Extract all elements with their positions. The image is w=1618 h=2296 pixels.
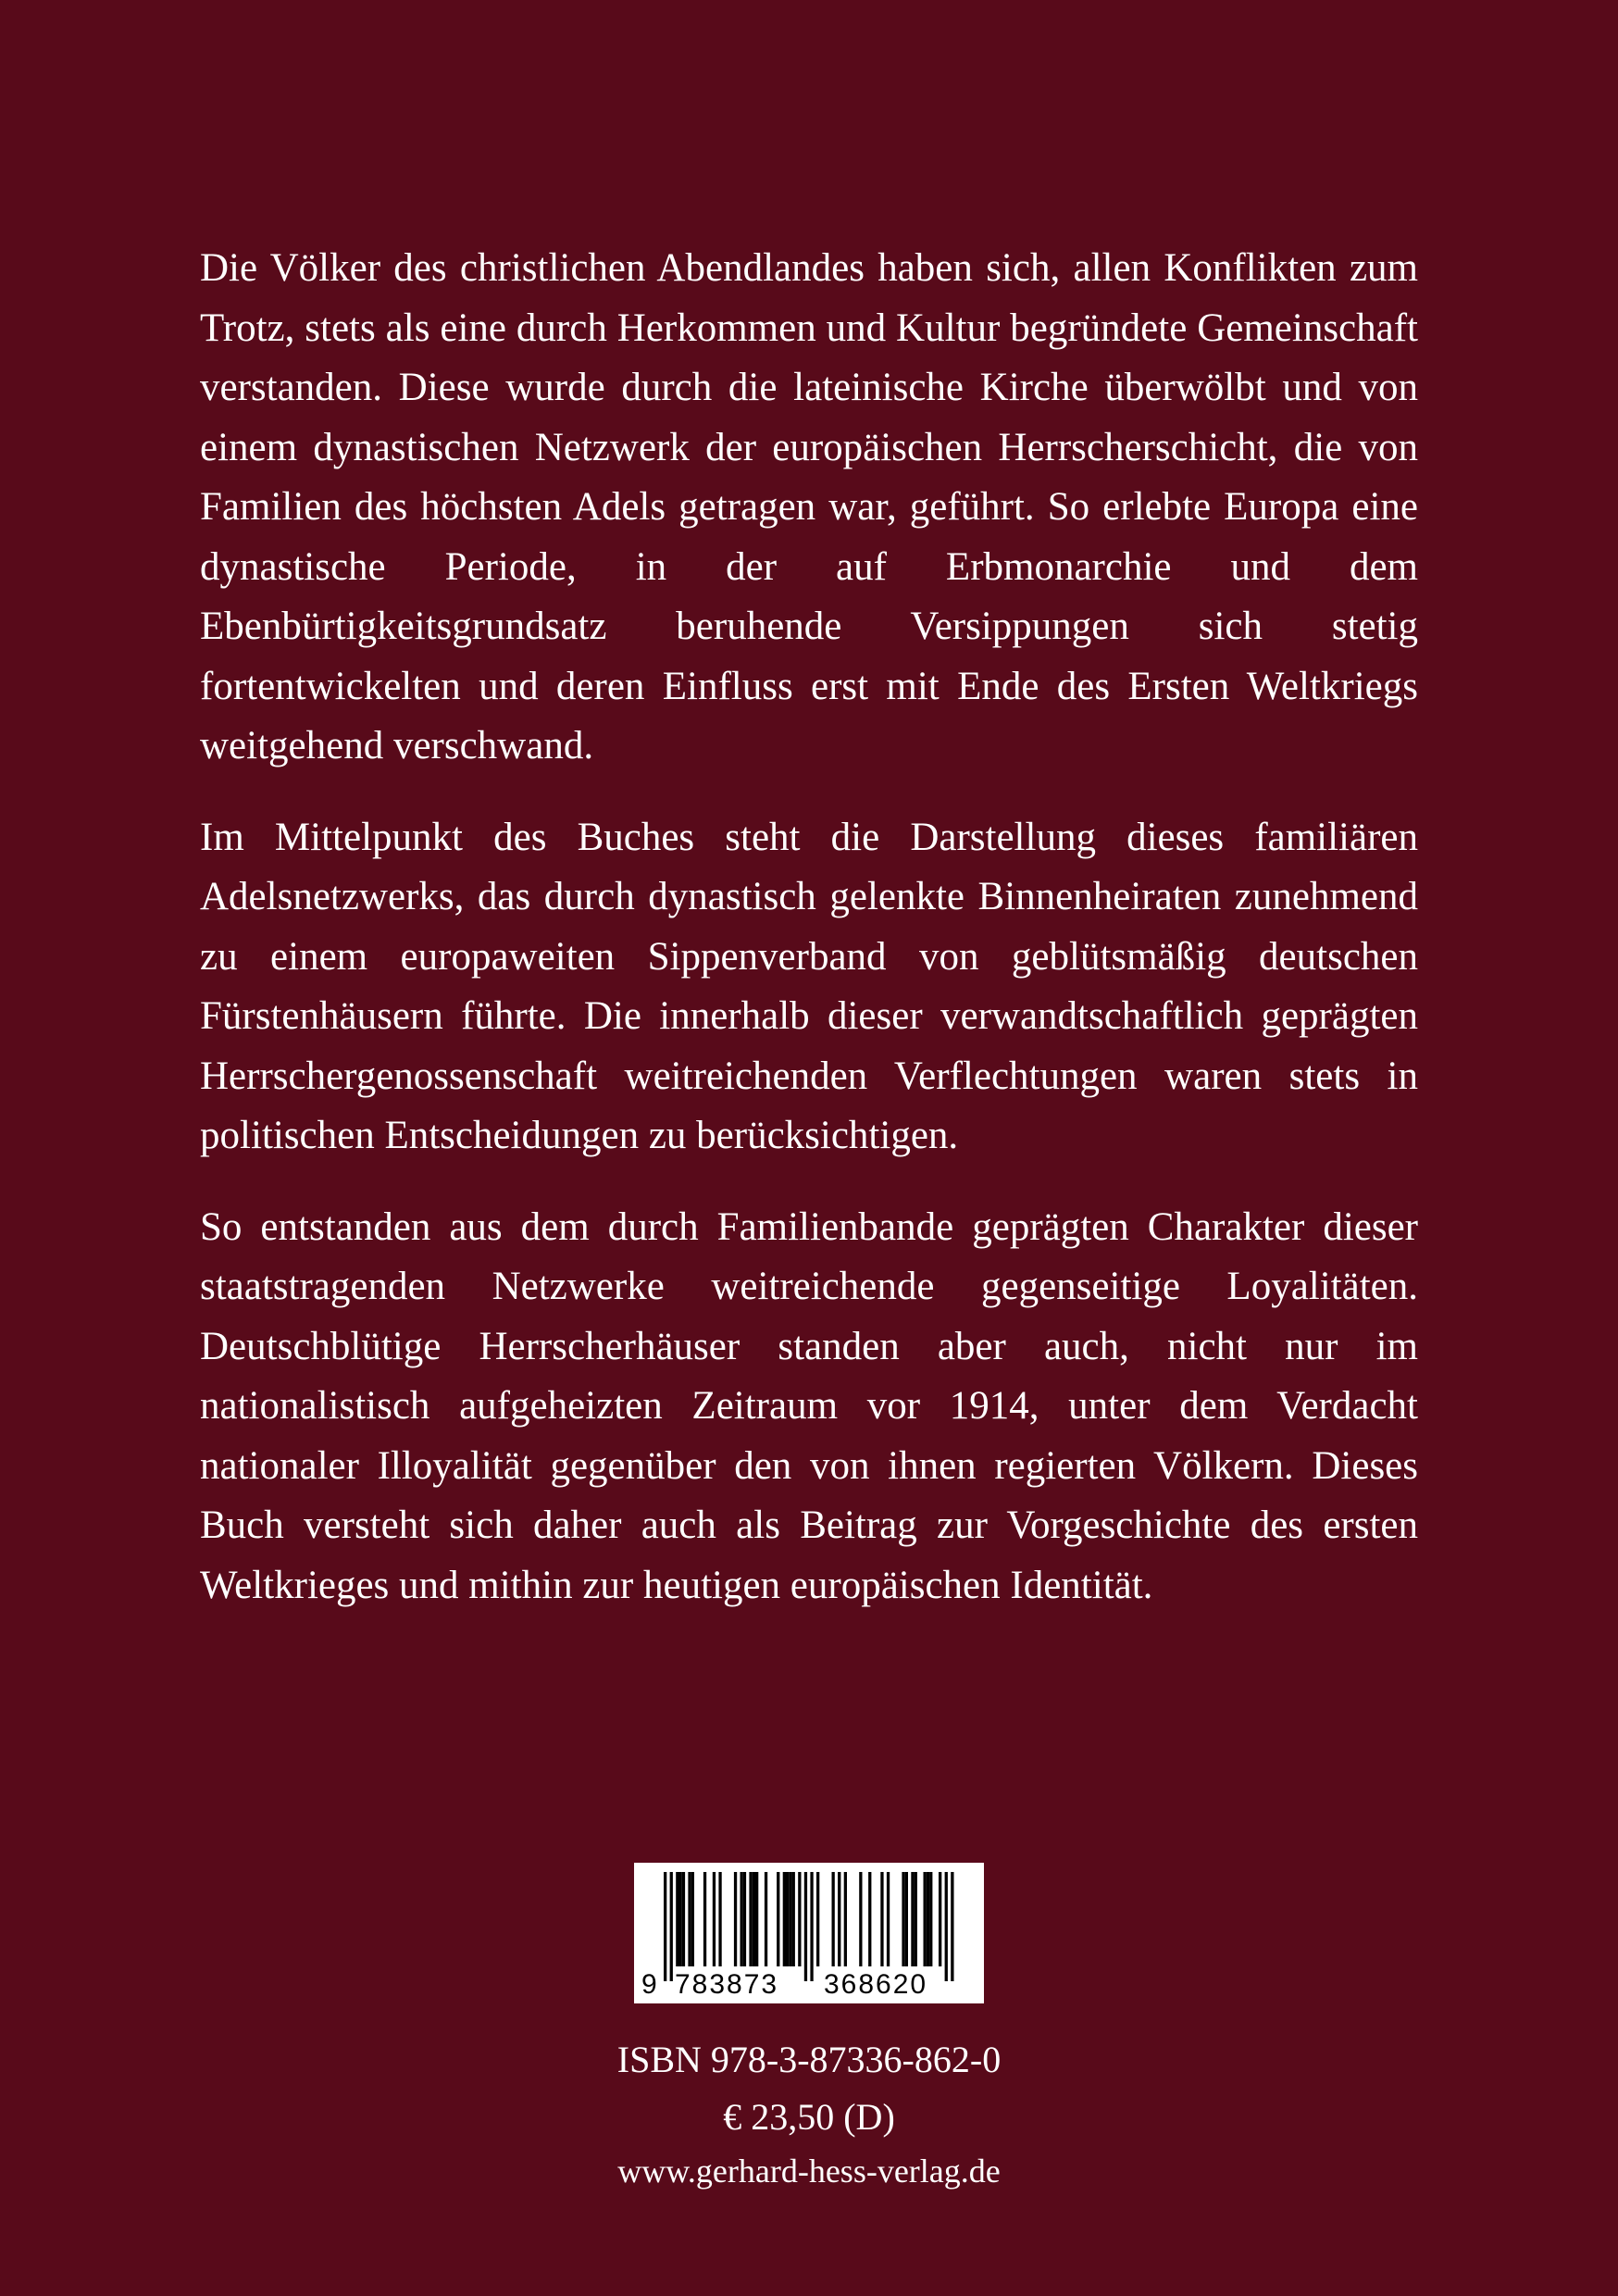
barcode-bar: [755, 1872, 758, 1966]
barcode-bar: [911, 1872, 914, 1966]
blurb-paragraph-3: So entstanden aus dem durch Familienbande geprägten Charakter dieser staatstragenden Netzwerke weitreichende gegenseitige Loyalitäten. Deutschblütige Herrscherhäuser standen aber auch, nicht nur im nationalistisch aufgeheizten Zeitraum vor 1914, unter dem Verdacht nationaler Illoyalität gegenüber den von ihnen regierten Völkern. Dieses Buch versteht sich daher auch als Beitrag zur Vorgeschichte des ersten Weltkrieges und mithin zur heutigen europäischen Identität.: [200, 1204, 1418, 1607]
barcode-bar: [939, 1872, 941, 1966]
barcode-bar: [832, 1872, 835, 1966]
barcode-bar: [676, 1872, 678, 1966]
barcode-bar: [792, 1872, 795, 1966]
publisher-website: www.gerhard-hess-verlag.de: [617, 2152, 1001, 2190]
barcode-digits-right: 368620: [824, 1969, 928, 2000]
barcode-bar: [844, 1872, 847, 1966]
barcode-bar: [713, 1872, 716, 1966]
barcode-bar: [816, 1872, 819, 1966]
barcode-bar: [682, 1872, 685, 1966]
barcode-guard-bar: [810, 1872, 813, 1981]
barcode-bar: [741, 1872, 743, 1966]
barcode-guard-bar: [951, 1872, 953, 1981]
barcode-bar: [868, 1872, 871, 1966]
barcode-bar: [777, 1872, 779, 1966]
barcode-bar: [927, 1872, 929, 1966]
barcode-bar: [798, 1872, 801, 1966]
barcode-bar: [679, 1872, 682, 1966]
barcode-bar: [789, 1872, 791, 1966]
barcode-bar: [838, 1872, 840, 1966]
barcode-bar: [924, 1872, 927, 1966]
isbn-barcode: [634, 1863, 984, 2003]
barcode-guard-bar: [804, 1872, 807, 1981]
barcode-bar: [929, 1872, 932, 1966]
barcode-bar: [718, 1872, 721, 1966]
barcode-bar: [887, 1872, 890, 1966]
barcode-bar: [753, 1872, 755, 1966]
barcode-bar: [902, 1872, 904, 1966]
barcode-bar: [743, 1872, 746, 1966]
blurb-paragraph-2: Im Mittelpunkt des Buches steht die Darstellung dieses familiären Adelsnetzwerks, das durch dynastisch gelenkte Binnenheiraten zunehmend zu einem europaweiten Sippenverband von geblütsmäßig deutschen Fürstenhäusern führte. Die innerhalb dieser verwandtschaftlich geprägten Herrschergenossenschaft weitreichenden Verflechtungen waren stets in politischen Entscheidungen zu berücksichtigen.: [200, 815, 1418, 1157]
barcode-guard-bar: [664, 1872, 666, 1981]
blurb-paragraph-1: Die Völker des christlichen Abendlandes haben sich, allen Konflikten zum Trotz, stets als eine durch Herkommen und Kultur begründete Gemeinschaft verstanden. Diese wurde durch die lateinische Kirche überwölbt und von einem dynastischen Netzwerk der europäischen Herrscherschicht, die von Familien des höchsten Adels getragen war, geführt. So erlebte Europa eine dynastische Periode, in der auf Erbmonarchie und dem Ebenbürtigkeitsgrundsatz beruhende Versippungen sich stetig fortentwickelten und deren Einfluss erst mit Ende des Ersten Weltkriegs weitgehend verschwand.: [200, 246, 1418, 767]
barcode-bar: [786, 1872, 789, 1966]
barcode-bar: [749, 1872, 752, 1966]
isbn-number: ISBN 978-3-87336-862-0: [616, 2039, 1002, 2080]
barcode-bar: [783, 1872, 786, 1966]
barcode-bar: [688, 1872, 691, 1966]
barcode-digits-left: 783873: [675, 1969, 779, 2000]
barcode-bar: [915, 1872, 917, 1966]
barcode-bar: [691, 1872, 694, 1966]
price: € 23,50 (D): [723, 2096, 895, 2138]
barcode-digits: [634, 1966, 984, 2003]
back-cover-blurb: [200, 239, 1418, 1647]
barcode-guard-bar: [945, 1872, 948, 1981]
barcode-bar: [880, 1872, 883, 1966]
barcode-bar: [734, 1872, 737, 1966]
barcode-guard-bar: [670, 1872, 673, 1981]
barcode-bar: [859, 1872, 862, 1966]
barcode-bar: [765, 1872, 767, 1966]
barcode-bar: [703, 1872, 706, 1966]
barcode-bar: [905, 1872, 908, 1966]
barcode-digit-first: 9: [641, 1969, 657, 2000]
